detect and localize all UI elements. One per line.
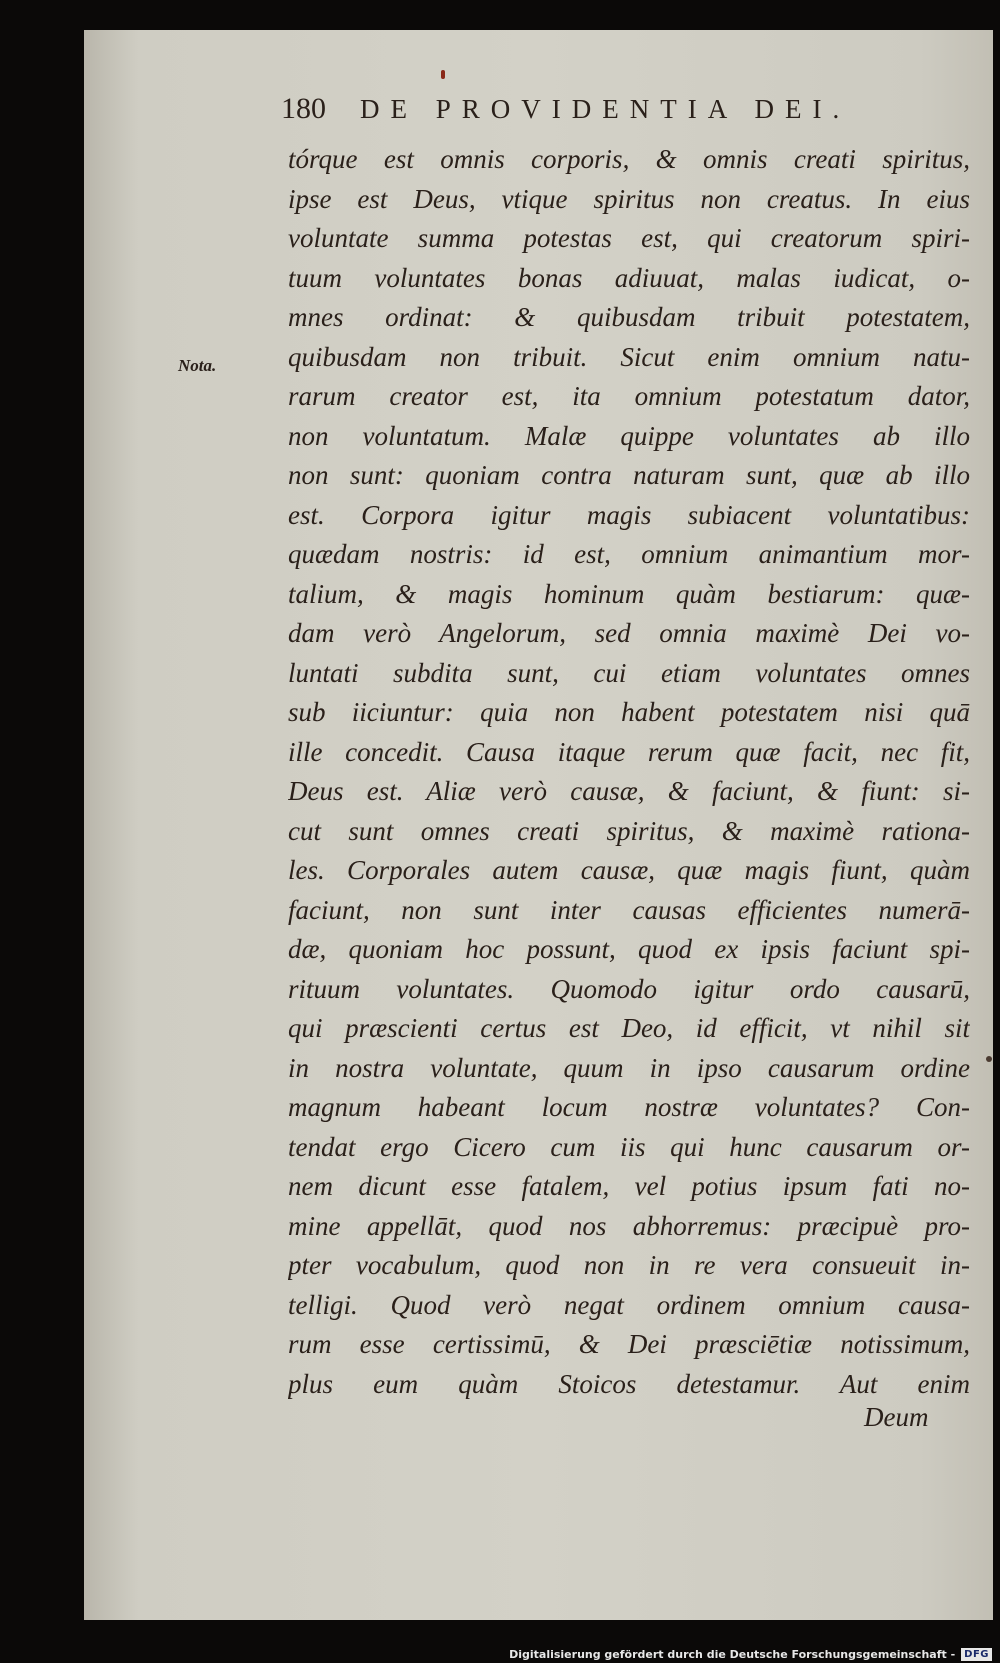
text-line: tendat ergo Cicero cum iis qui hunc causarum or- xyxy=(288,1131,970,1162)
text-line: voluntate summa potestas est, qui creatorum spiri- xyxy=(288,223,970,253)
text-line: est. Corpora igitur magis subiacent voluntatibus: xyxy=(288,499,970,530)
text-line: rum esse certissimū, & Dei præsciētiæ notissimum, xyxy=(288,1329,970,1359)
text-line: faciunt, non sunt inter causas efficientes numerā- xyxy=(288,894,970,925)
ink-mark xyxy=(441,70,445,79)
body-text xyxy=(288,140,970,1404)
text-line: ipse est Deus, vtique spiritus non creatus. In eius xyxy=(288,183,970,214)
text-line: tuum voluntates bonas adiuuat, malas iudicat, o- xyxy=(288,262,970,293)
footer-credit: Digitalisierung gefördert durch die Deutsche Forschungsgemeinschaft - xyxy=(509,1648,956,1661)
text-line: non voluntatum. Malæ quippe voluntates ab illo xyxy=(288,420,970,451)
text-line: cut sunt omnes creati spiritus, & maximè rationa- xyxy=(288,815,970,846)
page-header xyxy=(281,92,911,132)
text-line: dam verò Angelorum, sed omnia maximè Dei vo- xyxy=(288,618,970,648)
text-line: ille concedit. Causa itaque rerum quæ facit, nec fit, xyxy=(288,736,970,767)
text-line: telligi. Quod verò negat ordinem omnium causa- xyxy=(288,1289,970,1320)
text-line: les. Corporales autem causæ, quæ magis fiunt, quàm xyxy=(288,855,970,885)
dfg-logo: DFG xyxy=(961,1648,992,1661)
text-line: mine appellāt, quod nos abhorremus: præcipuè pro- xyxy=(288,1210,970,1241)
text-line: sub iiciuntur: quia non habent potestatem nisi quā xyxy=(288,697,970,727)
running-title: DE PROVIDENTIA DEI. xyxy=(360,94,851,124)
text-line: magnum habeant locum nostræ voluntates? Con- xyxy=(288,1092,970,1122)
text-line: pter vocabulum, quod non in re vera consueuit in- xyxy=(288,1250,970,1280)
text-line: dæ, quoniam hoc possunt, quod ex ipsis faciunt spi- xyxy=(288,934,970,964)
folio-number: 180 xyxy=(281,92,326,125)
text-line: talium, & magis hominum quàm bestiarum: quæ- xyxy=(288,578,970,609)
text-line: quædam nostris: id est, omnium animantium mor- xyxy=(288,539,970,569)
text-line: nem dicunt esse fatalem, vel potius ipsum fati no- xyxy=(288,1171,970,1201)
text-line: Deus est. Aliæ verò causæ, & faciunt, & fiunt: si- xyxy=(288,776,970,806)
catchword: Deum xyxy=(864,1402,929,1432)
text-line: luntati subdita sunt, cui etiam voluntates omnes xyxy=(288,657,970,688)
text-line: non sunt: quoniam contra naturam sunt, quæ ab illo xyxy=(288,460,970,490)
text-line: rituum voluntates. Quomodo igitur ordo causarū, xyxy=(288,973,970,1004)
text-line: plus eum quàm Stoicos detestamur. Aut enim xyxy=(288,1368,970,1399)
digitization-footer xyxy=(509,1648,992,1661)
text-line: quibusdam non tribuit. Sicut enim omnium natu- xyxy=(288,341,970,372)
margin-dot xyxy=(986,1056,992,1062)
text-line: mnes ordinat: & quibusdam tribuit potestatem, xyxy=(288,302,970,332)
text-line: in nostra voluntate, quum in ipso causarum ordine xyxy=(288,1052,970,1083)
text-line: qui præscienti certus est Deo, id efficit, vt nihil sit xyxy=(288,1013,970,1043)
text-line: tórque est omnis corporis, & omnis creati spiritus, xyxy=(288,144,970,174)
text-line: rarum creator est, ita omnium potestatum dator, xyxy=(288,381,970,411)
margin-note: Nota. xyxy=(178,356,217,375)
